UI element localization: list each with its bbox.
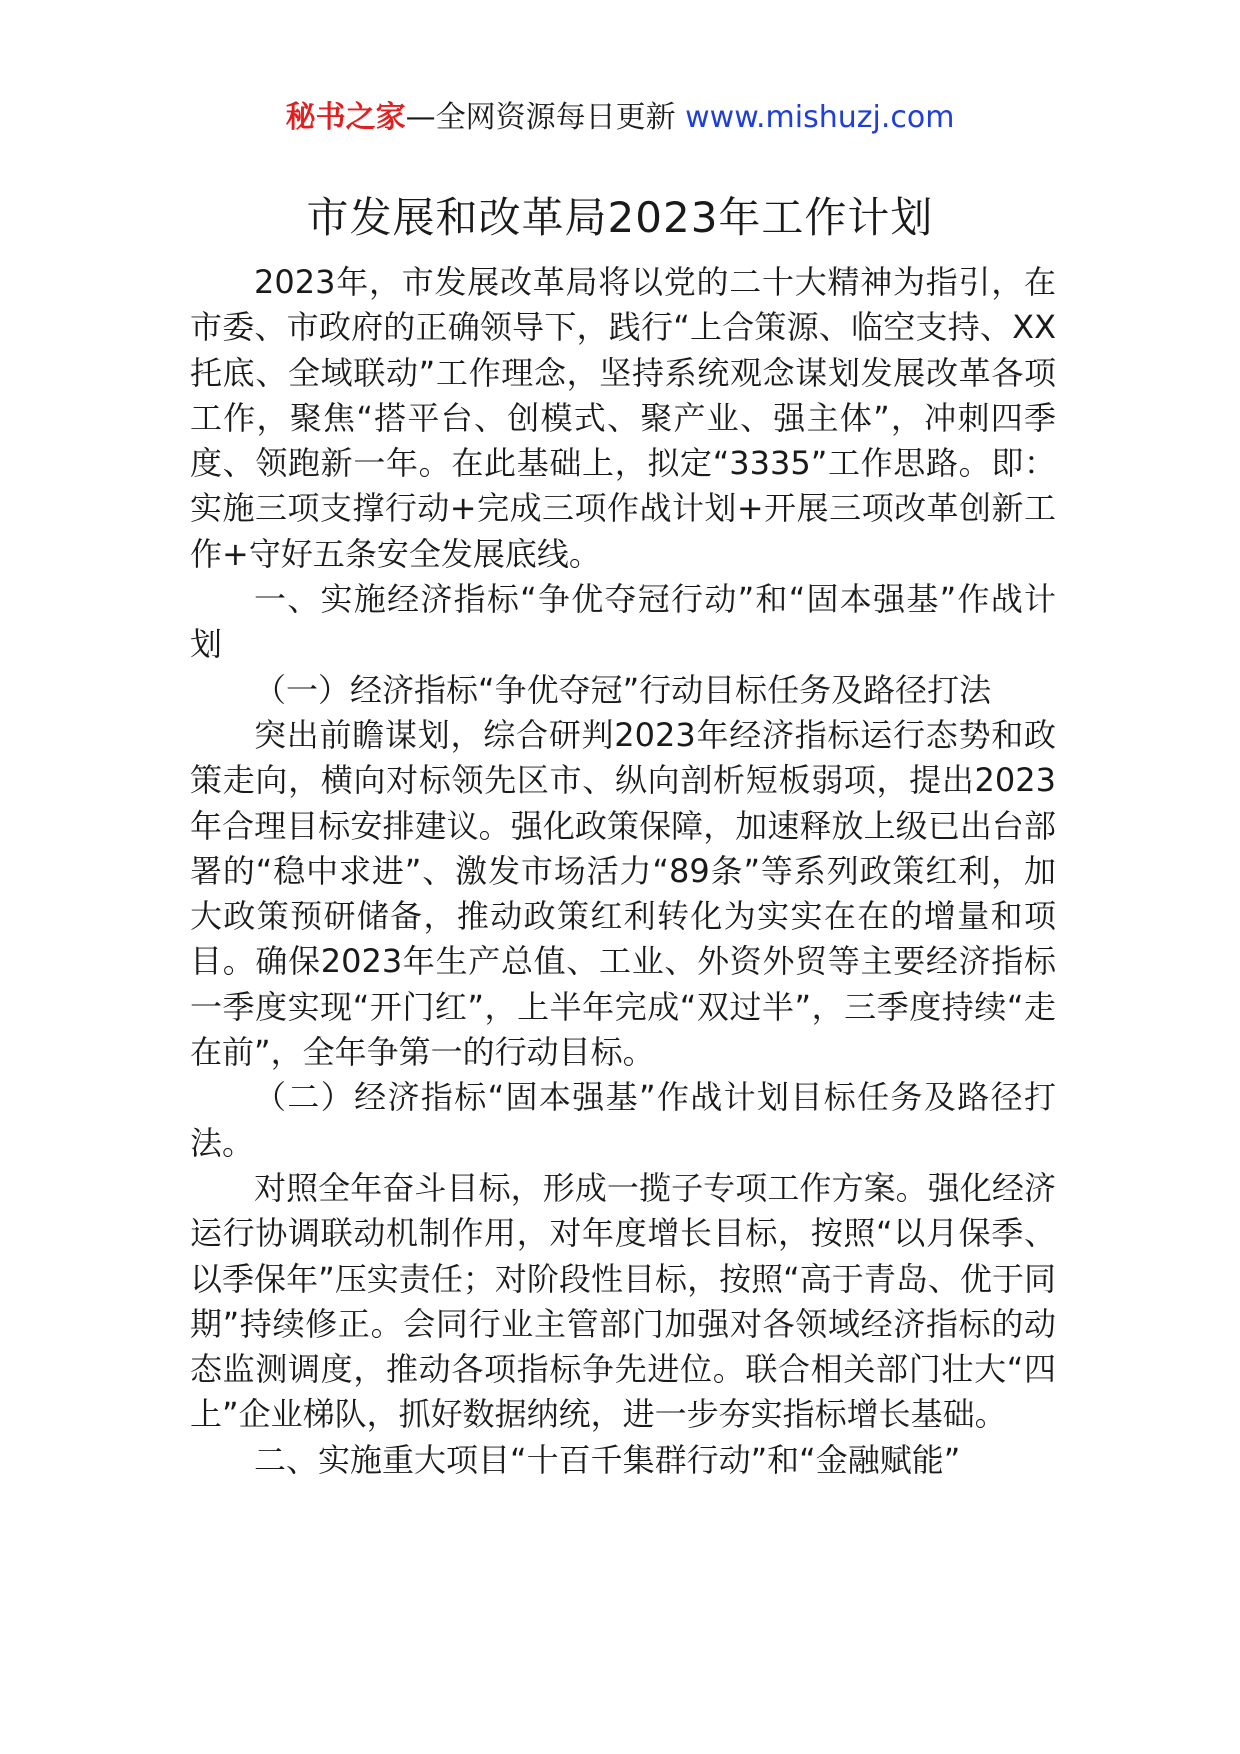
section-heading-1: 一、实施经济指标“争优夺冠行动”和“固本强基”作战计划 bbox=[190, 580, 1056, 664]
document-title: 市发展和改革局2023年工作计划 bbox=[306, 193, 934, 242]
paragraph-intro: 2023年，市发展改革局将以党的二十大精神为指引，在市委、市政府的正确领导下，践行“上合策源、临空支持、XX托底、全域联动”工作理念，坚持系统观念谋划发展改革各项工作，聚焦“搭平台、创模式、聚产业、强主体”，冲刺四季度、领跑新一年。在此基础上，拟定“3335”工作思路。即：实施三项支撑行动+完成三项作战计划+开展三项改革创新工作+守好五条安全发展底线。 bbox=[190, 263, 1056, 573]
site-brand: 秘书之家 bbox=[285, 100, 406, 135]
subsection-heading-1-1: （一）经济指标“争优夺冠”行动目标任务及路径打法 bbox=[254, 670, 992, 709]
document-body bbox=[190, 260, 1056, 1483]
paragraph-1-1: 突出前瞻谋划，综合研判2023年经济指标运行态势和政策走向，横向对标领先区市、纵向剖析短板弱项，提出2023年合理目标安排建议。强化政策保障，加速释放上级已出台部署的“稳中求进”、激发市场活力“89条”等系列政策红利，加大政策预研储备，推动政策红利转化为实实在在的增量和项目。确保2023年生产总值、工业、外资外贸等主要经济指标一季度实现“开门红”，上半年完成“双过半”，三季度持续“走在前”，全年争第一的行动目标。 bbox=[190, 715, 1056, 1072]
site-header bbox=[0, 98, 1240, 138]
section-heading-2: 二、实施重大项目“十百千集群行动”和“金融赋能” bbox=[254, 1440, 961, 1479]
paragraph-1-2: 对照全年奋斗目标，形成一揽子专项工作方案。强化经济运行协调联动机制作用，对年度增长目标，按照“以月保季、以季保年”压实责任；对阶段性目标，按照“高于青岛、优于同期”持续修正。会同行业主管部门加强对各领域经济指标的动态监测调度，推动各项指标争先进位。联合相关部门壮大“四上”企业梯队，抓好数据纳统，进一步夯实指标增长基础。 bbox=[190, 1168, 1056, 1434]
site-url-link[interactable]: www.mishuzj.com bbox=[685, 100, 955, 135]
site-tagline: —全网资源每日更新 bbox=[405, 100, 686, 135]
subsection-heading-1-2: （二）经济指标“固本强基”作战计划目标任务及路径打法。 bbox=[190, 1078, 1056, 1162]
